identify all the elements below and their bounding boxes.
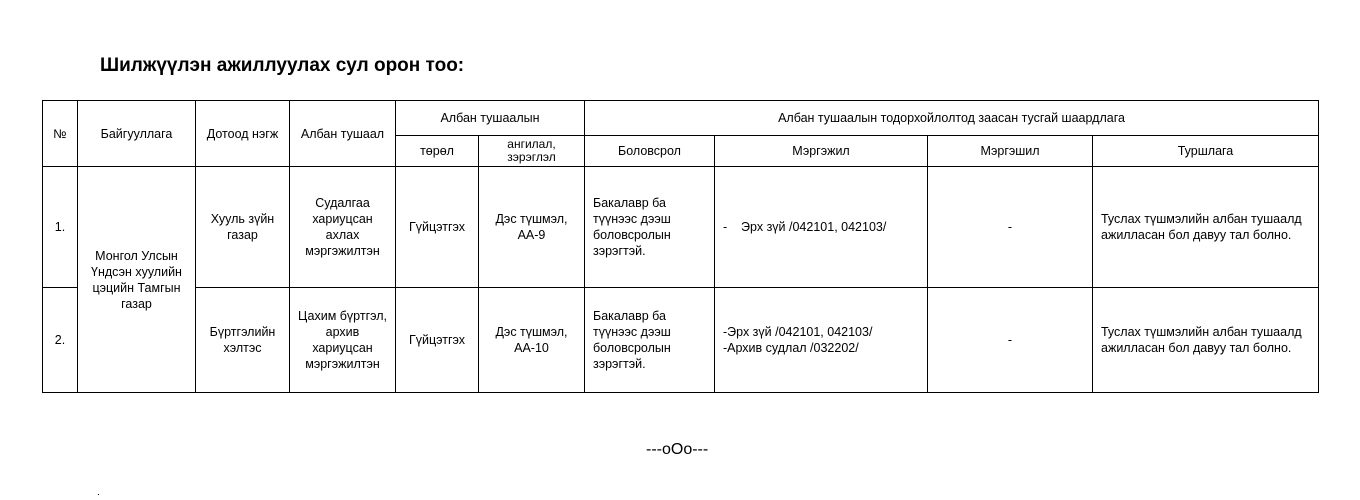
header-position: Албан тушаал bbox=[290, 101, 396, 167]
header-organization: Байгууллага bbox=[78, 101, 196, 167]
row-class-rank: Дэс түшмэл, АА-10 bbox=[479, 288, 585, 393]
profession-line: - Эрх зүй /042101, 042103/ bbox=[723, 220, 887, 234]
profession-line: -Эрх зүй /042101, 042103/ bbox=[723, 325, 873, 339]
row-unit: Бүртгэлийн хэлтэс bbox=[196, 288, 290, 393]
table-row bbox=[43, 167, 1319, 288]
row-number: 2. bbox=[43, 288, 78, 393]
page-dot bbox=[98, 494, 99, 495]
row-type: Гүйцэтгэх bbox=[396, 167, 479, 288]
row-profession bbox=[715, 167, 928, 288]
row-qualification: - bbox=[928, 288, 1093, 393]
row-experience: Туслах түшмэлийн албан тушаалд ажилласан бол давуу тал болно. bbox=[1093, 288, 1319, 393]
profession-line: -Архив судлал /032202/ bbox=[723, 341, 859, 355]
row-unit: Хууль зүйн газар bbox=[196, 167, 290, 288]
row-type: Гүйцэтгэх bbox=[396, 288, 479, 393]
row-experience: Туслах түшмэлийн албан тушаалд ажилласан бол давуу тал болно. bbox=[1093, 167, 1319, 288]
header-position-group: Албан тушаалын bbox=[396, 101, 585, 136]
header-education: Боловсрол bbox=[585, 136, 715, 167]
row-qualification: - bbox=[928, 167, 1093, 288]
row-position: Цахим бүртгэл, архив хариуцсан мэргэжилтэн bbox=[290, 288, 396, 393]
header-profession: Мэргэжил bbox=[715, 136, 928, 167]
header-requirements-group: Албан тушаалын тодорхойлолтод заасан тусгай шаардлага bbox=[585, 101, 1319, 136]
header-qualification: Мэргэшил bbox=[928, 136, 1093, 167]
header-number: № bbox=[43, 101, 78, 167]
vacancy-table bbox=[42, 100, 1319, 393]
header-class-rank: ангилал, зэрэглэл bbox=[479, 136, 585, 167]
row-profession bbox=[715, 288, 928, 393]
row-class-rank: Дэс түшмэл, АА-9 bbox=[479, 167, 585, 288]
organization-name: Монгол Улсын Үндсэн хуулийн цэцийн Тамгын газар bbox=[78, 167, 196, 393]
end-mark: ---oOo--- bbox=[646, 441, 709, 458]
header-unit: Дотоод нэгж bbox=[196, 101, 290, 167]
row-position: Судалгаа хариуцсан ахлах мэргэжилтэн bbox=[290, 167, 396, 288]
table-row bbox=[43, 288, 1319, 393]
row-number: 1. bbox=[43, 167, 78, 288]
row-education: Бакалавр ба түүнээс дээш боловсролын зэрэгтэй. bbox=[585, 167, 715, 288]
row-education: Бакалавр ба түүнээс дээш боловсролын зэрэгтэй. bbox=[585, 288, 715, 393]
header-type: төрөл bbox=[396, 136, 479, 167]
document-title: Шилжүүлэн ажиллуулах сул орон тоо: bbox=[100, 55, 465, 76]
header-row-1 bbox=[43, 101, 1319, 136]
header-experience: Туршлага bbox=[1093, 136, 1319, 167]
